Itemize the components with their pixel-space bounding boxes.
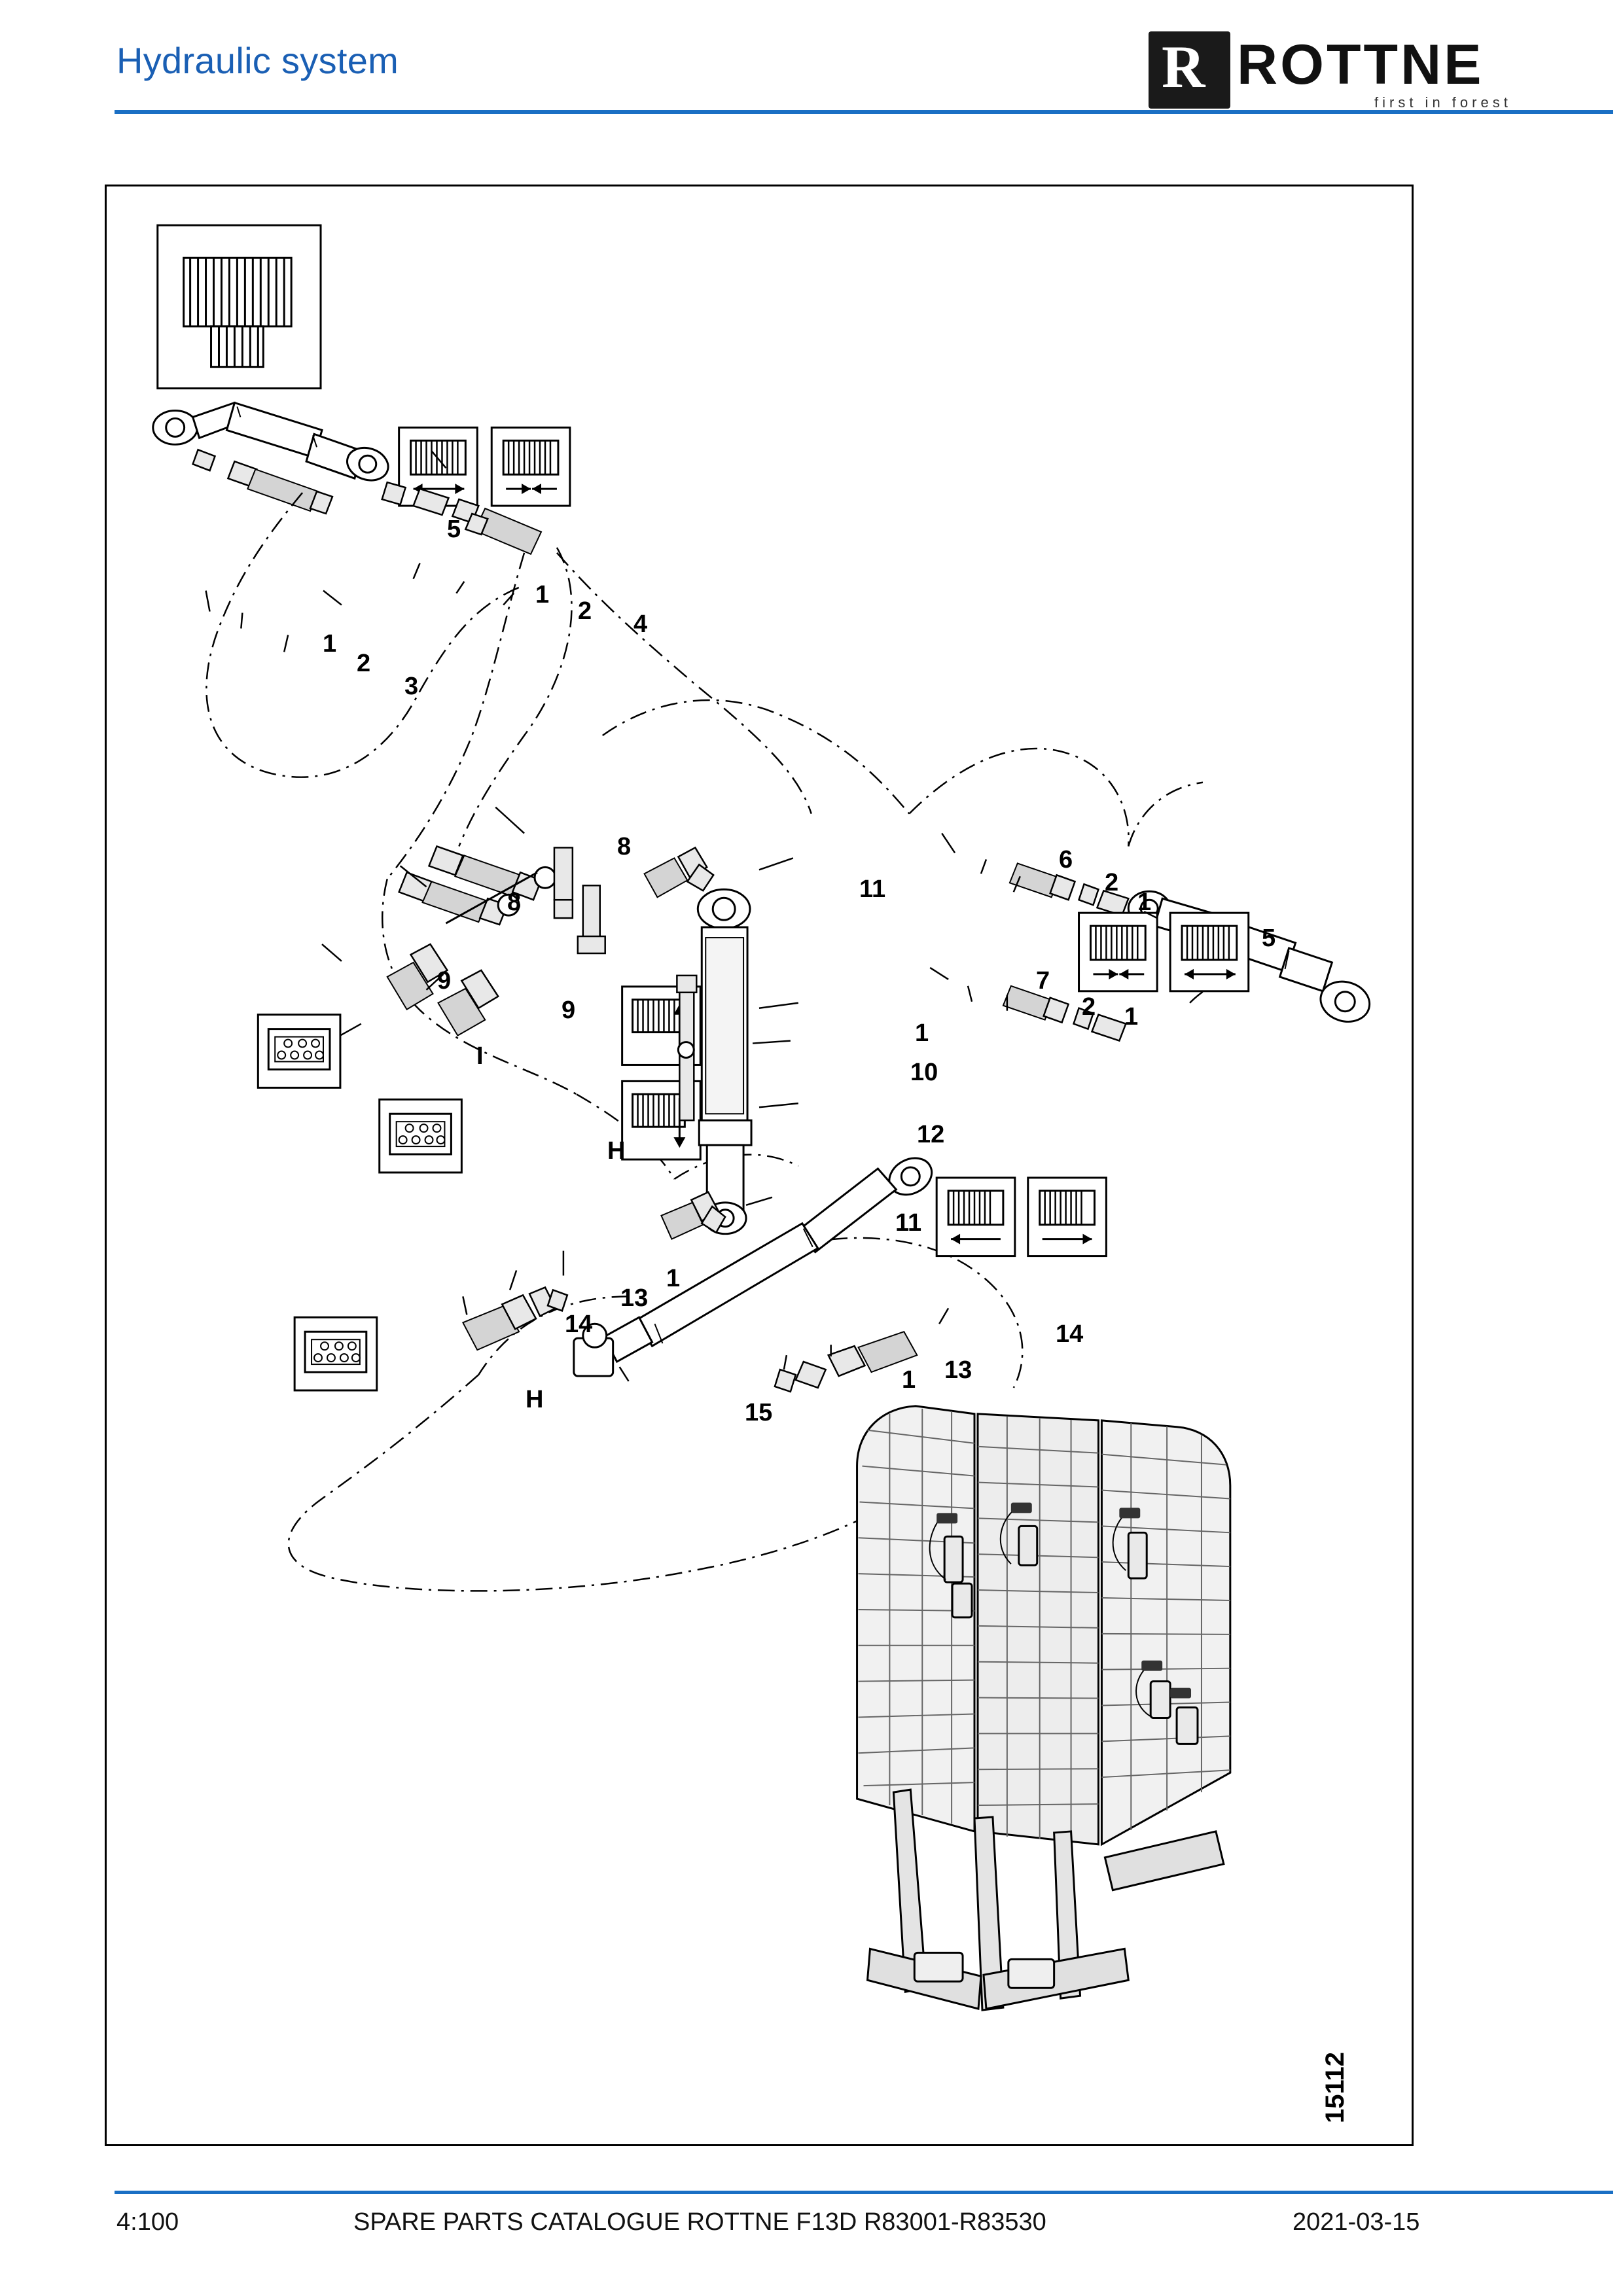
callout-2-c: 2: [1105, 869, 1119, 896]
connector-box-h1: [380, 1099, 462, 1173]
logo-wordmark: ROTTNE: [1237, 33, 1484, 96]
symbol-box-c: [1079, 913, 1158, 991]
figure-drawing: [107, 186, 1412, 2144]
footer-date: 2021-03-15: [1293, 2208, 1420, 2236]
callout-2-a: 2: [578, 597, 592, 625]
callout-2-b: 2: [357, 650, 371, 677]
callout-1-a: 1: [535, 581, 550, 609]
callout-2-d: 2: [1082, 993, 1096, 1021]
symbol-legend-large: [158, 225, 321, 388]
connector-box-h2: [294, 1317, 377, 1390]
callout-11-b: 11: [895, 1209, 922, 1237]
callout-9-a: 9: [437, 967, 452, 995]
cylinder-top-left: [153, 403, 393, 486]
callout-1-d: 1: [1137, 889, 1152, 916]
callout-8-a: 8: [617, 833, 632, 860]
symbol-box-f: [1028, 1178, 1107, 1256]
callout-i: I: [476, 1042, 484, 1070]
symbol-box-e: [936, 1178, 1015, 1256]
callout-3: 3: [404, 673, 419, 700]
callout-5-top: 5: [447, 516, 461, 543]
callout-14-b: 14: [1056, 1320, 1084, 1348]
logo-mark-box: [1149, 31, 1230, 109]
callout-15: 15: [745, 1399, 773, 1426]
callout-5-right: 5: [1262, 925, 1276, 952]
footer-title: SPARE PARTS CATALOGUE ROTTNE F13D R83001-R83530: [353, 2208, 1046, 2236]
callout-7: 7: [1036, 967, 1050, 995]
callout-12: 12: [917, 1121, 945, 1148]
callout-14-a: 14: [565, 1311, 593, 1338]
callout-h-1: H: [607, 1137, 626, 1165]
callout-1-g: 1: [902, 1366, 916, 1394]
footer-page-number: 4:100: [116, 2208, 179, 2236]
callout-6: 6: [1059, 846, 1073, 874]
callout-1-b: 1: [323, 630, 337, 658]
machine-illustration: [857, 1406, 1230, 2010]
callout-1-f: 1: [666, 1265, 681, 1292]
logo-tagline: first in forest: [1374, 94, 1512, 111]
symbol-box-d: [1170, 913, 1249, 991]
symbol-box-b: [491, 427, 570, 506]
page-header: [0, 0, 1623, 124]
rottne-logo: [1149, 31, 1613, 109]
callout-11-a: 11: [859, 875, 886, 903]
callout-13-a: 13: [620, 1284, 649, 1312]
callout-13-b: 13: [944, 1356, 972, 1384]
tube-vertical-mid: [554, 847, 605, 953]
callout-1-e: 1: [1124, 1003, 1139, 1031]
logo-mark-letter: R: [1162, 33, 1205, 100]
callout-h-2: H: [526, 1386, 544, 1413]
callout-4: 4: [633, 610, 648, 638]
callout-8-b: 8: [507, 889, 522, 916]
figure-number: 15112: [1321, 2051, 1349, 2123]
callout-1-c: 1: [915, 1019, 929, 1047]
connector-box-i: [258, 1015, 340, 1088]
callout-9-b: 9: [562, 997, 576, 1024]
page-title: Hydraulic system: [116, 40, 399, 81]
cylinder-right: [1128, 891, 1374, 1027]
page-footer: [0, 2208, 1623, 2254]
callout-10: 10: [910, 1059, 938, 1086]
footer-divider: [115, 2191, 1613, 2194]
figure-frame: [105, 185, 1414, 2146]
